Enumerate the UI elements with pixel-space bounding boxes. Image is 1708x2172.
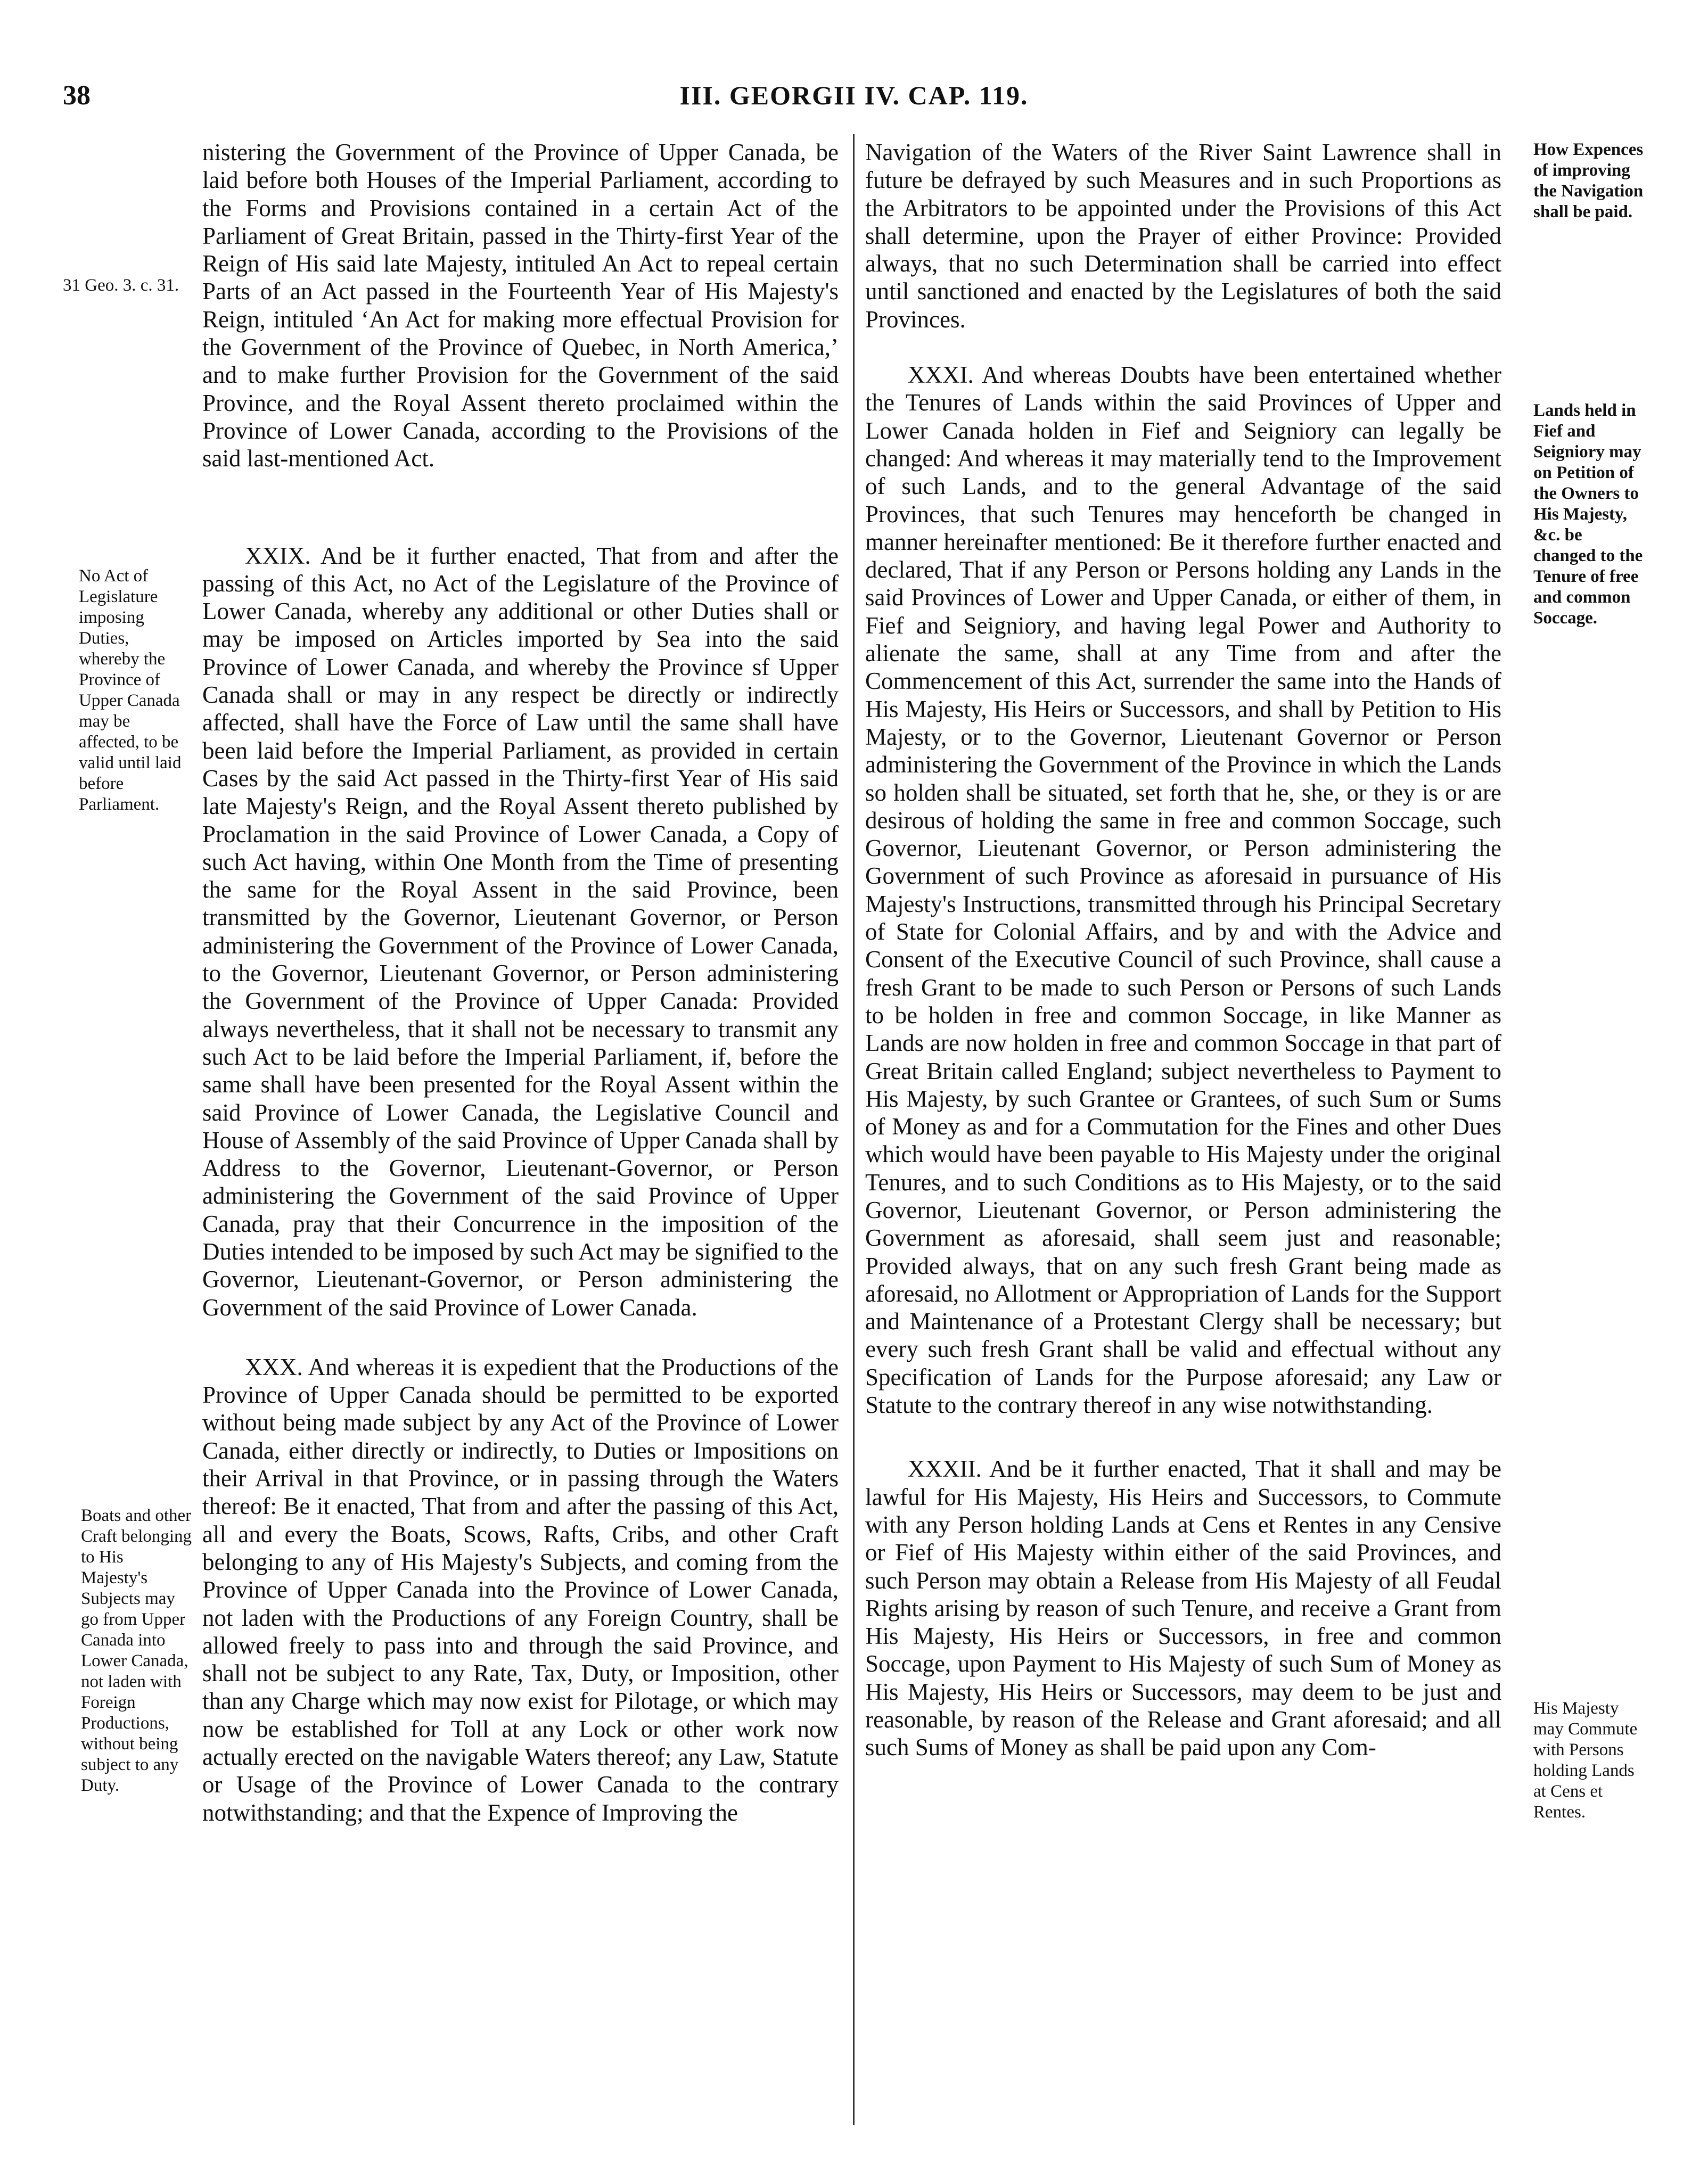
margin-note-no-act: No Act of Legislature imposing Duties, whereby the Province of Upper Canada may be affected, to be valid until laid before Parliament. <box>79 566 182 814</box>
margin-note-boats: Boats and other Craft belonging to His Majesty's Subjects may go from Upper Canada into Lower Canada, not laden with Foreign Productions, without being subject to any Duty. <box>81 1506 192 1795</box>
margin-note-expences: How Expences of improving the Navigation shall be paid. <box>1533 140 1644 221</box>
section-xxxii: XXXII. And be it further enacted, That it shall and may be lawful for His Majesty, His Heirs and Successors, to Commute with any Person holding Lands at Cens et Rentes in any Censive or Fief of His Majesty within either of the said Provinces, and such Person may obtain a Release from His Majesty of all Feudal Rights arising by reason of such Tenure, and receive a Grant from His Majesty, His Heirs or Successors, in free and common Soccage, upon Payment to His Majesty of such Sum of Money as His Majesty, His Heirs or Successors, may deem to be just and reasonable, by reason of the Release and Grant aforesaid; and all such Sums of Money as shall be paid upon any Com- <box>865 1455 1501 1761</box>
running-title: III. GEORGII IV. CAP. 119. <box>679 80 1029 110</box>
margin-note-lands-fief: Lands held in Fief and Seigniory may on Petition of the Owners to His Majesty, &c. be changed to the Tenure of free and common Soccage. <box>1533 401 1643 628</box>
margin-note-commute: His Majesty may Commute with Persons holding Lands at Cens et Rentes. <box>1533 1699 1638 1822</box>
left-column <box>202 138 839 1827</box>
left-paragraph-continuation: nistering the Government of the Province of Upper Canada, be laid before both Houses of the Imperial Parliament, according to the Forms and Provisions contained in a certain Act of the Parliament of Great Britain, passed in the Thirty-first Year of the Reign of His said late Majesty, intituled An Act to repeal certain Parts of an Act passed in the Fourteenth Year of His Majesty's Reign, intituled ‘An Act for making more effectual Provision for the Government of the Province of Quebec, in North America,’ and to make further Provision for the Government of the said Province, and the Royal Assent thereto proclaimed within the Province of Lower Canada, according to the Provisions of the said last-mentioned Act. <box>202 139 839 472</box>
right-column <box>865 138 1501 1762</box>
column-divider <box>853 134 855 2125</box>
section-xxx: XXX. And whereas it is expedient that the Productions of the Province of Upper Canada should be permitted to be exported without being made subject by any Act of the Province of Lower Canada, either directly or indirectly, to Duties or Impositions on their Arrival in that Province, or in passing through the Waters thereof: Be it enacted, That from and after the passing of this Act, all and every the Boats, Scows, Rafts, Cribs, and other Craft belonging to any of His Majesty's Subjects, and coming from the Province of Upper Canada into the Province of Lower Canada, not laden with the Productions of any Foreign Country, shall be allowed freely to pass into and through the said Province, and shall not be subject to any Rate, Tax, Duty, or Imposition, other than any Charge which may now exist for Pilotage, or which may now be established for Toll at any Lock or other work now actually erected on the navigable Waters thereof; any Law, Statute or Usage of the Province of Lower Canada to the contrary notwithstanding; and that the Expence of Improving the <box>202 1353 839 1826</box>
margin-note-statute: 31 Geo. 3. c. 31. <box>63 276 179 295</box>
section-xxix: XXIX. And be it further enacted, That from and after the passing of this Act, no Act of the Legislature of the Province of Lower Canada, whereby any additional or other Duties shall or may be imposed on Articles imported by Sea into the said Province of Lower Canada, and whereby the Province sf Upper Canada shall or may in any respect be directly or indirectly affected, shall have the Force of Law until the same shall have been laid before the Imperial Parliament, as provided in certain Cases by the said Act passed in the Thirty-first Year of His said late Majesty's Reign, and the Royal Assent thereto published by Proclamation in the said Province of Lower Canada, a Copy of such Act having, within One Month from the Time of presenting the same for the Royal Assent in the said Province, been transmitted by the Governor, Lieutenant Governor, or Person administering the Government of the Province of Lower Canada, to the Governor, Lieutenant Governor, or Person administering the Government of the Province of Upper Canada: Provided always nevertheless, that it shall not be necessary to transmit any such Act to be laid before the Imperial Parliament, if, before the same shall have been presented for the Royal Assent within the said Province of Lower Canada, the Legislative Council and House of Assembly of the said Province of Upper Canada shall by Address to the Governor, Lieutenant-Governor, or Person administering the Government of the said Province of Upper Canada, pray that their Concurrence in the imposition of the Duties intended to be imposed by such Act may be signified to the Governor, Lieutenant-Governor, or Person administering the Government of the said Province of Lower Canada. <box>202 542 839 1321</box>
right-paragraph-continuation: Navigation of the Waters of the River Saint Lawrence shall in future be defrayed by such Measures and in such Proportions as the Arbitrators to be appointed under the Provisions of this Act shall determine, upon the Prayer of either Province: Provided always, that no such Determination shall be carried into effect until sanctioned and enacted by the Legislatures of both the said Provinces. <box>865 139 1501 333</box>
section-xxxi: XXXI. And whereas Doubts have been entertained whether the Tenures of Lands within the said Provinces of Upper and Lower Canada holden in Fief and Seigniory can legally be changed: And whereas it may materially tend to the Improvement of such Lands, and to the general Advantage of the said Provinces, that such Tenures may henceforth be changed in manner hereinafter mentioned: Be it therefore further enacted and declared, That if any Person or Persons holding any Lands in the said Provinces of Lower and Upper Canada, or either of them, in Fief and Seigniory, and having legal Power and Authority to alienate the same, shall at any Time from and after the Commencement of this Act, surrender the same into the Hands of His Majesty, His Heirs or Successors, and shall by Petition to His Majesty, or to the Governor, Lieutenant Governor or Person administering the Government of the Province in which the Lands so holden shall be situated, set forth that he, she, or they is or are desirous of holding the same in free and common Soccage, such Governor, Lieutenant Governor, or Person administering the Government of such Province as aforesaid in pursuance of His Majesty's Instructions, transmitted through his Principal Secretary of State for Colonial Affairs, and by and with the Advice and Consent of the Executive Council of such Province, shall cause a fresh Grant to be made to such Person or Persons of such Lands to be holden in free and common Soccage, in like Manner as Lands are now holden in free and common Soccage in that part of Great Britain called England; subject nevertheless to Payment to His Majesty, by such Grantee or Grantees, of such Sum or Sums of Money as and for a Commutation for the Fines and other Dues which would have been payable to His Majesty under the original Tenures, and to such Conditions as to His Majesty, or to the said Governor, Lieutenant Governor, or Person administering the Government as aforesaid, shall seem just and reasonable; Provided always, that on any such fresh Grant being made as aforesaid, no Allotment or Appropriation of Lands for the Support and Maintenance of a Protestant Clergy shall be necessary; but every such fresh Grant shall be valid and effectual without any Specification of Lands for the Purpose aforesaid; any Law or Statute to the contrary thereof in any wise notwithstanding. <box>865 361 1501 1419</box>
page-number: 38 <box>63 80 91 111</box>
page-header <box>0 80 1708 122</box>
